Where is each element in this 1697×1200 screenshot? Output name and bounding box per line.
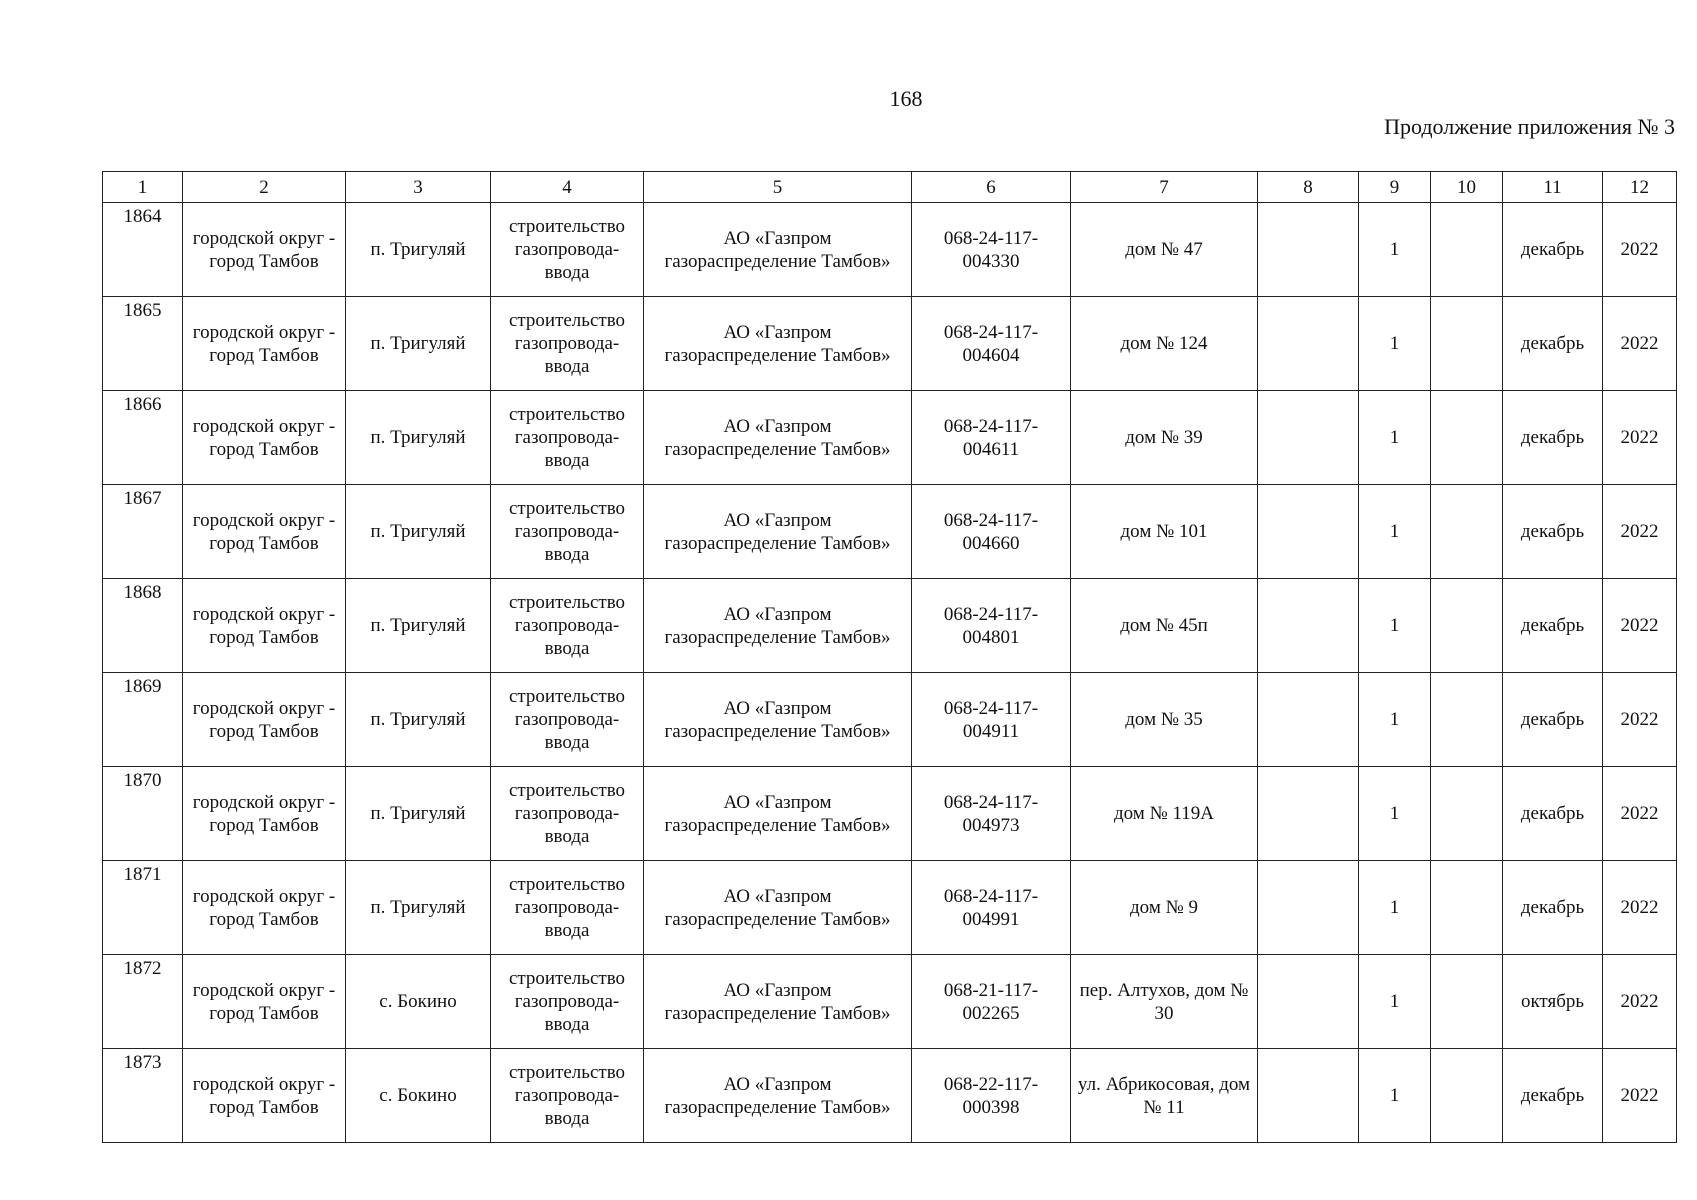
month-cell: декабрь xyxy=(1503,579,1603,673)
page-number: 168 xyxy=(889,86,923,111)
quantity-cell: 1 xyxy=(1359,673,1431,767)
organization-cell: АО «Газпром газораспределение Тамбов» xyxy=(644,673,912,767)
organization-cell: АО «Газпром газораспределение Тамбов» xyxy=(644,485,912,579)
district-cell: городской округ - город Тамбов xyxy=(183,767,346,861)
row-number-cell: 1869 xyxy=(103,673,183,767)
address-cell: дом № 45п xyxy=(1071,579,1258,673)
row-number-cell: 1873 xyxy=(103,1049,183,1143)
district-cell: городской округ - город Тамбов xyxy=(183,297,346,391)
object-code-cell: 068-24-117-004330 xyxy=(912,203,1071,297)
quantity-cell: 1 xyxy=(1359,861,1431,955)
settlement-cell: п. Тригуляй xyxy=(346,673,491,767)
table-row xyxy=(103,1049,1677,1143)
table-row xyxy=(103,767,1677,861)
quantity-cell: 1 xyxy=(1359,297,1431,391)
organization-cell: АО «Газпром газораспределение Тамбов» xyxy=(644,767,912,861)
table-row xyxy=(103,203,1677,297)
settlement-cell: с. Бокино xyxy=(346,955,491,1049)
table-row xyxy=(103,955,1677,1049)
organization-cell: АО «Газпром газораспределение Тамбов» xyxy=(644,391,912,485)
year-cell: 2022 xyxy=(1603,767,1677,861)
month-cell: декабрь xyxy=(1503,1049,1603,1143)
table-body xyxy=(103,203,1677,1143)
work-type-cell: строительство газопровода-ввода xyxy=(491,955,644,1049)
object-code-cell: 068-21-117-002265 xyxy=(912,955,1071,1049)
settlement-cell: п. Тригуляй xyxy=(346,579,491,673)
settlement-cell: с. Бокино xyxy=(346,1049,491,1143)
column-header-8: 8 xyxy=(1258,172,1359,203)
column-header-2: 2 xyxy=(183,172,346,203)
column-10-cell xyxy=(1431,1049,1503,1143)
column-header-5: 5 xyxy=(644,172,912,203)
month-cell: декабрь xyxy=(1503,673,1603,767)
work-type-cell: строительство газопровода-ввода xyxy=(491,579,644,673)
column-10-cell xyxy=(1431,673,1503,767)
quantity-cell: 1 xyxy=(1359,391,1431,485)
month-cell: декабрь xyxy=(1503,861,1603,955)
column-10-cell xyxy=(1431,861,1503,955)
column-header-9: 9 xyxy=(1359,172,1431,203)
object-code-cell: 068-24-117-004801 xyxy=(912,579,1071,673)
settlement-cell: п. Тригуляй xyxy=(346,767,491,861)
settlement-cell: п. Тригуляй xyxy=(346,391,491,485)
quantity-cell: 1 xyxy=(1359,485,1431,579)
year-cell: 2022 xyxy=(1603,955,1677,1049)
table-row xyxy=(103,579,1677,673)
address-cell: дом № 39 xyxy=(1071,391,1258,485)
object-code-cell: 068-24-117-004611 xyxy=(912,391,1071,485)
district-cell: городской округ - город Тамбов xyxy=(183,485,346,579)
row-number-cell: 1865 xyxy=(103,297,183,391)
column-10-cell xyxy=(1431,297,1503,391)
quantity-cell: 1 xyxy=(1359,767,1431,861)
quantity-cell: 1 xyxy=(1359,203,1431,297)
column-8-cell xyxy=(1258,767,1359,861)
month-cell: декабрь xyxy=(1503,767,1603,861)
column-header-6: 6 xyxy=(912,172,1071,203)
row-number-cell: 1870 xyxy=(103,767,183,861)
object-code-cell: 068-24-117-004991 xyxy=(912,861,1071,955)
column-8-cell xyxy=(1258,673,1359,767)
column-8-cell xyxy=(1258,391,1359,485)
settlement-cell: п. Тригуляй xyxy=(346,861,491,955)
year-cell: 2022 xyxy=(1603,203,1677,297)
table-header-row xyxy=(103,172,1677,203)
column-10-cell xyxy=(1431,579,1503,673)
gas-connection-table xyxy=(102,171,1677,1143)
address-cell: пер. Алтухов, дом № 30 xyxy=(1071,955,1258,1049)
table-row xyxy=(103,673,1677,767)
work-type-cell: строительство газопровода-ввода xyxy=(491,391,644,485)
address-cell: дом № 9 xyxy=(1071,861,1258,955)
appendix-continuation-title: Продолжение приложения № 3 xyxy=(1384,114,1675,139)
organization-cell: АО «Газпром газораспределение Тамбов» xyxy=(644,203,912,297)
column-8-cell xyxy=(1258,297,1359,391)
quantity-cell: 1 xyxy=(1359,1049,1431,1143)
organization-cell: АО «Газпром газораспределение Тамбов» xyxy=(644,955,912,1049)
district-cell: городской округ - город Тамбов xyxy=(183,673,346,767)
row-number-cell: 1866 xyxy=(103,391,183,485)
year-cell: 2022 xyxy=(1603,861,1677,955)
work-type-cell: строительство газопровода-ввода xyxy=(491,1049,644,1143)
address-cell: ул. Абрикосовая, дом № 11 xyxy=(1071,1049,1258,1143)
organization-cell: АО «Газпром газораспределение Тамбов» xyxy=(644,297,912,391)
column-8-cell xyxy=(1258,1049,1359,1143)
year-cell: 2022 xyxy=(1603,1049,1677,1143)
year-cell: 2022 xyxy=(1603,579,1677,673)
table-row xyxy=(103,391,1677,485)
quantity-cell: 1 xyxy=(1359,955,1431,1049)
object-code-cell: 068-24-117-004660 xyxy=(912,485,1071,579)
month-cell: октябрь xyxy=(1503,955,1603,1049)
district-cell: городской округ - город Тамбов xyxy=(183,391,346,485)
address-cell: дом № 119А xyxy=(1071,767,1258,861)
column-8-cell xyxy=(1258,579,1359,673)
column-header-3: 3 xyxy=(346,172,491,203)
address-cell: дом № 101 xyxy=(1071,485,1258,579)
organization-cell: АО «Газпром газораспределение Тамбов» xyxy=(644,1049,912,1143)
column-header-10: 10 xyxy=(1431,172,1503,203)
quantity-cell: 1 xyxy=(1359,579,1431,673)
address-cell: дом № 124 xyxy=(1071,297,1258,391)
month-cell: декабрь xyxy=(1503,391,1603,485)
column-header-4: 4 xyxy=(491,172,644,203)
object-code-cell: 068-24-117-004604 xyxy=(912,297,1071,391)
organization-cell: АО «Газпром газораспределение Тамбов» xyxy=(644,579,912,673)
object-code-cell: 068-22-117-000398 xyxy=(912,1049,1071,1143)
object-code-cell: 068-24-117-004973 xyxy=(912,767,1071,861)
column-10-cell xyxy=(1431,485,1503,579)
column-10-cell xyxy=(1431,767,1503,861)
row-number-cell: 1871 xyxy=(103,861,183,955)
district-cell: городской округ - город Тамбов xyxy=(183,1049,346,1143)
month-cell: декабрь xyxy=(1503,485,1603,579)
column-8-cell xyxy=(1258,485,1359,579)
column-10-cell xyxy=(1431,391,1503,485)
month-cell: декабрь xyxy=(1503,297,1603,391)
column-8-cell xyxy=(1258,955,1359,1049)
table-row xyxy=(103,485,1677,579)
work-type-cell: строительство газопровода-ввода xyxy=(491,861,644,955)
organization-cell: АО «Газпром газораспределение Тамбов» xyxy=(644,861,912,955)
object-code-cell: 068-24-117-004911 xyxy=(912,673,1071,767)
table-row xyxy=(103,861,1677,955)
row-number-cell: 1868 xyxy=(103,579,183,673)
row-number-cell: 1867 xyxy=(103,485,183,579)
month-cell: декабрь xyxy=(1503,203,1603,297)
year-cell: 2022 xyxy=(1603,673,1677,767)
work-type-cell: строительство газопровода-ввода xyxy=(491,297,644,391)
settlement-cell: п. Тригуляй xyxy=(346,203,491,297)
district-cell: городской округ - город Тамбов xyxy=(183,579,346,673)
year-cell: 2022 xyxy=(1603,485,1677,579)
row-number-cell: 1872 xyxy=(103,955,183,1049)
column-header-11: 11 xyxy=(1503,172,1603,203)
year-cell: 2022 xyxy=(1603,391,1677,485)
settlement-cell: п. Тригуляй xyxy=(346,297,491,391)
table-row xyxy=(103,297,1677,391)
column-8-cell xyxy=(1258,203,1359,297)
work-type-cell: строительство газопровода-ввода xyxy=(491,673,644,767)
work-type-cell: строительство газопровода-ввода xyxy=(491,485,644,579)
district-cell: городской округ - город Тамбов xyxy=(183,861,346,955)
column-header-7: 7 xyxy=(1071,172,1258,203)
column-10-cell xyxy=(1431,203,1503,297)
work-type-cell: строительство газопровода-ввода xyxy=(491,203,644,297)
district-cell: городской округ - город Тамбов xyxy=(183,203,346,297)
column-header-12: 12 xyxy=(1603,172,1677,203)
settlement-cell: п. Тригуляй xyxy=(346,485,491,579)
district-cell: городской округ - город Тамбов xyxy=(183,955,346,1049)
column-8-cell xyxy=(1258,861,1359,955)
address-cell: дом № 47 xyxy=(1071,203,1258,297)
year-cell: 2022 xyxy=(1603,297,1677,391)
row-number-cell: 1864 xyxy=(103,203,183,297)
column-10-cell xyxy=(1431,955,1503,1049)
work-type-cell: строительство газопровода-ввода xyxy=(491,767,644,861)
column-header-1: 1 xyxy=(103,172,183,203)
address-cell: дом № 35 xyxy=(1071,673,1258,767)
